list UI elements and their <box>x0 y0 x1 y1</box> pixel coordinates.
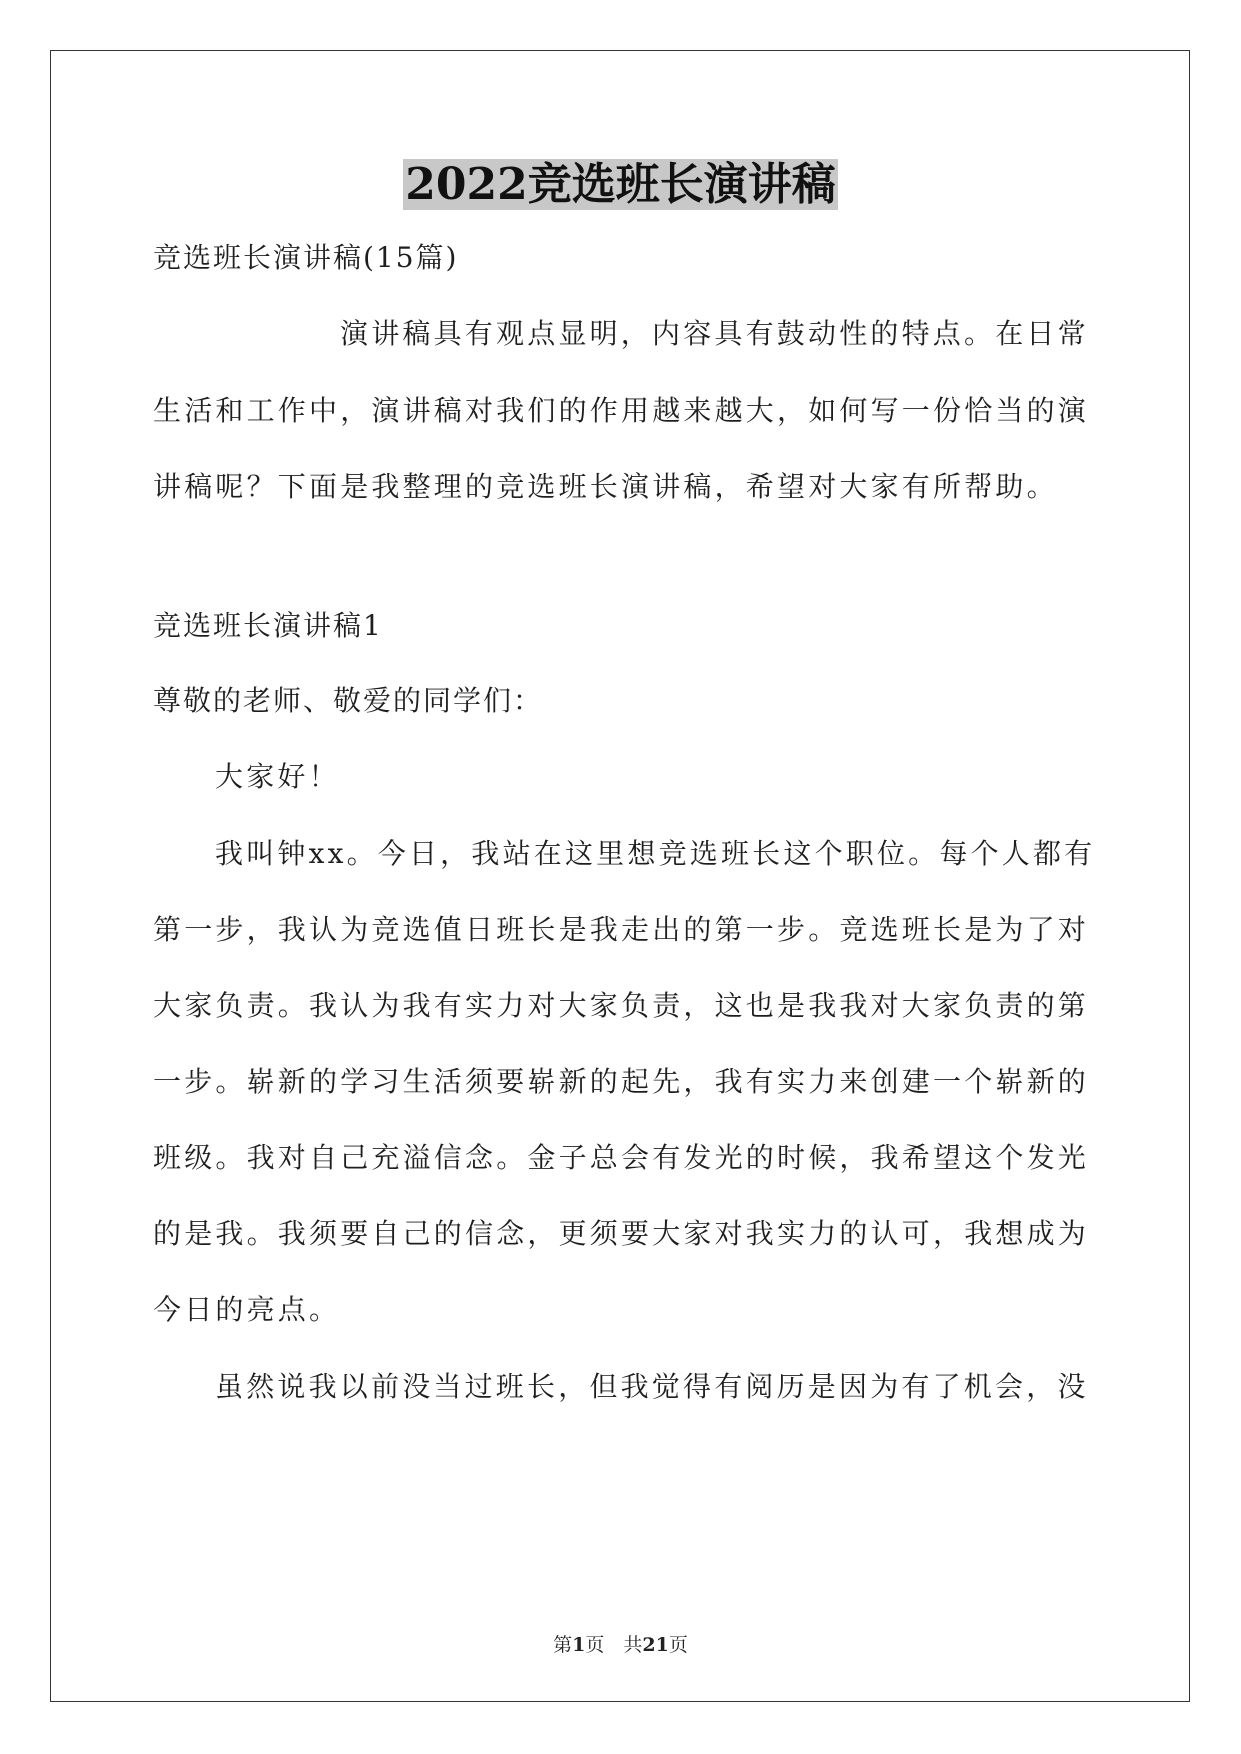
footer-page-current: 1 <box>572 1634 586 1656</box>
salutation: 尊敬的老师、敬爱的同学们： <box>153 684 544 717</box>
body-line: 班级。我对自己充溢信念。金子总会有发光的时候，我希望这个发光 <box>153 1141 1090 1174</box>
page-footer <box>0 1632 1241 1658</box>
document-title <box>0 155 1241 215</box>
footer-mid: 页 共 <box>585 1634 643 1656</box>
body-line-last: 虽然说我以前没当过班长，但我觉得有阅历是因为有了机会，没 <box>215 1370 1089 1403</box>
intro-line: 讲稿呢？下面是我整理的竞选班长演讲稿，希望对大家有所帮助。 <box>153 470 1058 503</box>
page-border <box>50 50 1190 1702</box>
intro-line: 生活和工作中，演讲稿对我们的作用越来越大，如何写一份恰当的演 <box>153 394 1090 427</box>
body-line: 今日的亮点。 <box>153 1293 341 1326</box>
greeting: 大家好！ <box>215 760 340 793</box>
body-line: 大家负责。我认为我有实力对大家负责，这也是我我对大家负责的第 <box>153 989 1090 1022</box>
document-subtitle: 竞选班长演讲稿(15篇) <box>153 241 459 274</box>
footer-suffix: 页 <box>668 1634 688 1656</box>
intro-line: 演讲稿具有观点显明，内容具有鼓动性的特点。在日常 <box>340 317 1089 350</box>
footer-page-total: 21 <box>642 1634 669 1656</box>
body-line: 一步。崭新的学习生活须要崭新的起先，我有实力来创建一个崭新的 <box>153 1065 1090 1098</box>
body-line: 的是我。我须要自己的信念，更须要大家对我实力的认可，我想成为 <box>153 1217 1090 1250</box>
document-title-text: 2022竞选班长演讲稿 <box>405 159 836 210</box>
body-line: 我叫钟xx。今日，我站在这里想竞选班长这个职位。每个人都有 <box>215 837 1096 870</box>
body-line: 第一步，我认为竞选值日班长是我走出的第一步。竞选班长是为了对 <box>153 913 1090 946</box>
section-heading: 竞选班长演讲稿1 <box>153 609 383 642</box>
footer-prefix: 第 <box>553 1634 573 1656</box>
